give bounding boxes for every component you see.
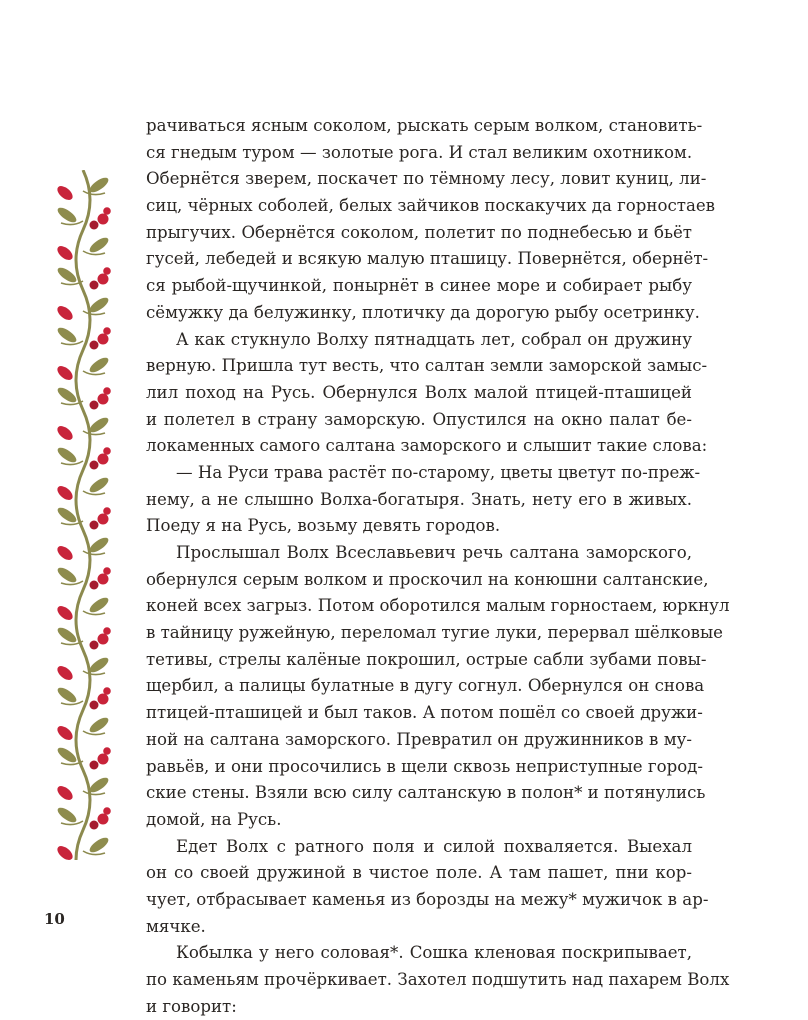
berry-icon: [90, 761, 99, 770]
text-line: прыгучих. Обернётся соколом, полетит по поднебесью и бьёт: [146, 222, 692, 242]
petal-icon: [55, 243, 75, 262]
berry-icon: [98, 334, 109, 345]
berry-icon: [98, 634, 109, 645]
leaf-icon: [55, 685, 78, 705]
text-line: ся рыбой-щучинкой, понырнёт в синее море и собирает рыбу: [146, 276, 692, 296]
petal-icon: [55, 603, 75, 622]
text-line: верную. Пришла тут весть, что салтан земли заморской замыс-: [146, 356, 708, 376]
berry-icon: [103, 507, 111, 515]
leaf-icon: [55, 205, 78, 225]
text-line: тетивы, стрелы калёные покрошил, острые сабли зубами повы-: [146, 649, 707, 669]
leaf-icon: [87, 355, 110, 375]
leaf-icon: [87, 835, 110, 855]
text-line: — На Руси трава растёт по-старому, цветы цветут по-преж-: [176, 462, 701, 482]
berry-icon: [103, 747, 111, 755]
berry-icon: [103, 267, 111, 275]
berry-icon: [90, 581, 99, 590]
text-line: ся гнедым туром — золотые рога. И стал великим охотником.: [146, 142, 693, 162]
text-line: лил поход на Русь. Обернулся Волх малой птицей-пташицей: [146, 382, 692, 402]
berry-icon: [103, 627, 111, 635]
leaf-icon: [87, 415, 110, 435]
leaf-icon: [87, 715, 110, 735]
leaf-icon: [87, 535, 110, 555]
berry-icon: [98, 694, 109, 705]
berry-icon: [103, 807, 111, 815]
petal-icon: [55, 783, 75, 802]
berry-icon: [90, 641, 99, 650]
text-line: равьёв, и они просочились в щели сквозь неприступные город-: [146, 756, 704, 776]
leaf-icon: [87, 295, 110, 315]
petal-icon: [55, 723, 75, 742]
berry-icon: [103, 327, 111, 335]
leaf-icon: [55, 445, 78, 465]
vine-stem: [76, 170, 90, 860]
petal-icon: [55, 423, 75, 442]
petal-icon: [55, 843, 75, 860]
page-number: 10: [44, 910, 65, 928]
text-line: по каменьям прочёркивает. Захотел подшутить над пахарем Волх: [146, 970, 730, 989]
berry-icon: [103, 387, 111, 395]
leaf-icon: [87, 175, 110, 195]
text-line: нему, а не слышно Волха-богатыря. Знать, нету его в живых.: [146, 489, 692, 509]
berry-icon: [98, 814, 109, 825]
text-line: коней всех загрыз. Потом оборотился малым горностаем, юркнул: [146, 596, 730, 616]
text-line: Кобылка у него соловая*. Сошка кленовая поскрипывает,: [176, 943, 692, 963]
berry-icon: [98, 574, 109, 585]
berry-icon: [90, 821, 99, 830]
berry-icon: [98, 754, 109, 765]
leaf-icon: [87, 775, 110, 795]
petal-icon: [55, 363, 75, 382]
text-line: птицей-пташицей и был таков. А потом пошёл со своей дружи-: [146, 703, 703, 723]
text-line: ские стены. Взяли всю силу салтанскую в полон* и потянулись: [146, 783, 706, 803]
text-line: гусей, лебедей и всякую малую пташицу. Повернётся, обернёт-: [146, 249, 709, 269]
leaf-icon: [87, 235, 110, 255]
text-line: А как стукнуло Волху пятнадцать лет, собрал он дружину: [176, 329, 692, 349]
leaf-icon: [87, 475, 110, 495]
leaf-icon: [55, 565, 78, 585]
text-line: локаменных самого салтана заморского и слышит такие слова:: [146, 436, 708, 456]
berry-icon: [90, 341, 99, 350]
petal-icon: [55, 303, 75, 322]
berry-icon: [98, 214, 109, 225]
main-text: [146, 113, 730, 1020]
berry-icon: [90, 461, 99, 470]
text-line: и полетел в страну заморскую. Опустился на окно палат бе-: [146, 409, 692, 429]
text-line: ной на салтана заморского. Превратил он дружинников в му-: [146, 729, 692, 749]
text-line: обернулся серым волком и проскочил на конюшни салтанские,: [146, 569, 709, 589]
leaf-icon: [55, 805, 78, 825]
text-line: домой, на Русь.: [146, 809, 282, 829]
petal-icon: [55, 543, 75, 562]
berry-icon: [98, 514, 109, 525]
berry-icon: [103, 207, 111, 215]
leaf-icon: [55, 325, 78, 345]
text-line: в тайницу ружейную, переломал тугие луки, перервал шёлковые: [146, 623, 723, 643]
text-line: он со своей дружиной в чистое поле. А там пашет, пни кор-: [146, 863, 692, 883]
leaf-icon: [87, 595, 110, 615]
berry-icon: [90, 401, 99, 410]
floral-border: [48, 170, 118, 860]
text-line: Прослышал Волх Всеславьевич речь салтана заморского,: [176, 543, 692, 562]
text-line: мячке.: [146, 916, 206, 936]
text-line: щербил, а палицы булатные в дугу согнул. Обернулся он снова: [146, 676, 705, 696]
berry-icon: [98, 394, 109, 405]
text-line: рачиваться ясным соколом, рыскать серым волком, становить-: [146, 116, 703, 135]
text-line: и говорит:: [146, 996, 237, 1016]
text-line: сиц, чёрных соболей, белых зайчиков поскакучих да горностаев: [146, 196, 716, 216]
berry-icon: [90, 221, 99, 230]
berry-icon: [103, 447, 111, 455]
text-line: Поеду я на Русь, возьму девять городов.: [146, 516, 501, 536]
text-line: чует, отбрасывает каменья из борозды на межу* мужичок в ар-: [146, 889, 709, 909]
petal-icon: [55, 663, 75, 682]
petal-icon: [55, 483, 75, 502]
text-line: сёмужку да белужинку, плотичку да дорогую рыбу осетринку.: [146, 302, 700, 322]
berry-icon: [90, 281, 99, 290]
berry-icon: [98, 274, 109, 285]
text-line: Едет Волх с ратного поля и силой похваляется. Выехал: [176, 836, 692, 856]
berry-icon: [103, 687, 111, 695]
text-line: Обернётся зверем, поскачет по тёмному лесу, ловит куниц, ли-: [146, 169, 707, 189]
berry-icon: [103, 567, 111, 575]
berry-icon: [90, 521, 99, 530]
petal-icon: [55, 183, 75, 202]
berry-icon: [98, 454, 109, 465]
berry-icon: [90, 701, 99, 710]
leaf-icon: [87, 655, 110, 675]
